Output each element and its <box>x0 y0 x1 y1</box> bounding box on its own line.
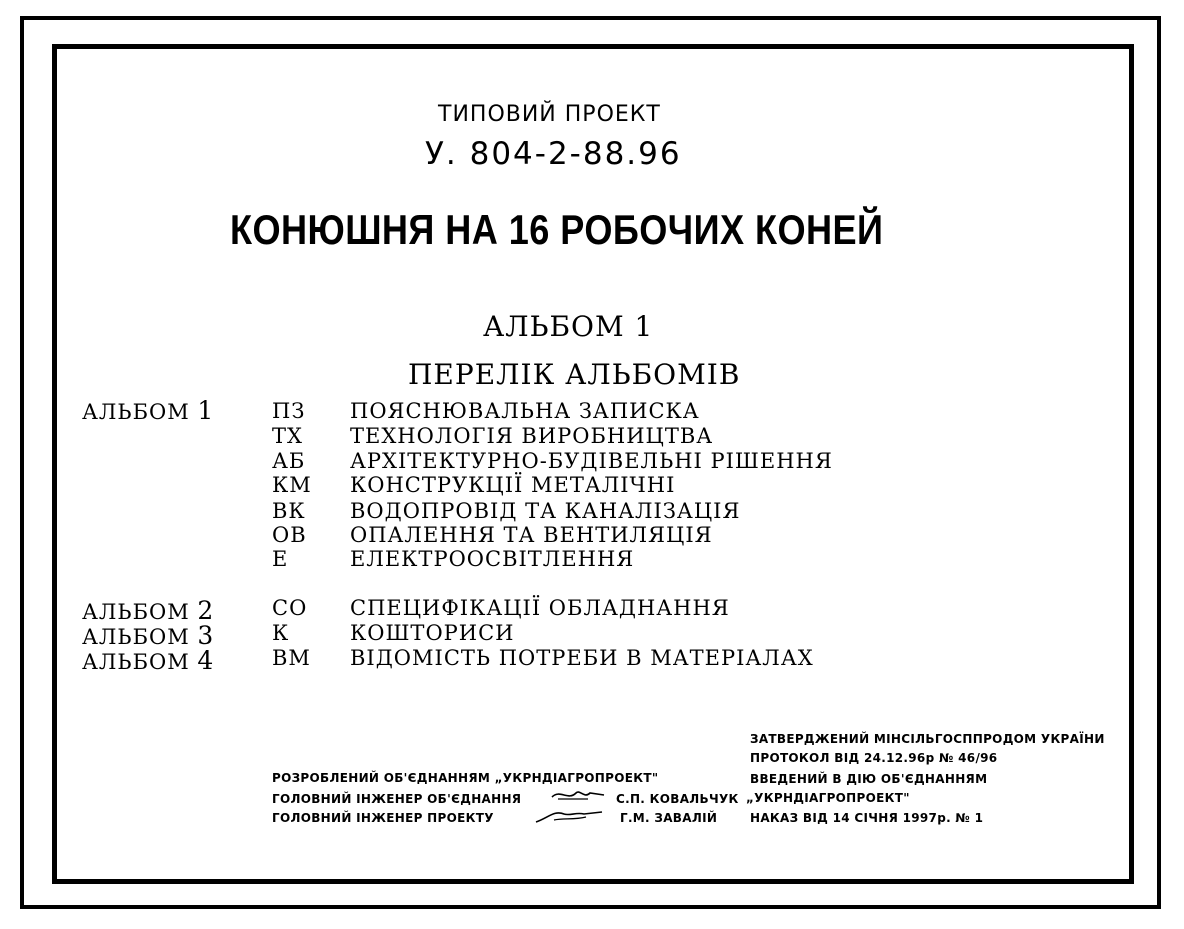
developer-line: РОЗРОБЛЕНИЙ ОБ'ЄДНАННЯМ „УКРНДІАГРОПРОЕКТ" <box>272 771 659 785</box>
signature-kovalchuk <box>548 785 608 805</box>
section-name: ВОДОПРОВІД ТА КАНАЛІЗАЦІЯ <box>350 499 741 523</box>
chief-engineer-project-name: Г.М. ЗАВАЛІЙ <box>620 811 718 825</box>
album-heading: АЛЬБОМ 1 <box>483 310 654 343</box>
approval-protocol: ПРОТОКОЛ ВІД 24.12.96р № 46/96 <box>750 751 998 765</box>
section-code: К <box>272 621 290 645</box>
section-code: ОВ <box>272 523 307 547</box>
approval-line-1: ЗАТВЕРДЖЕНИЙ МІНСІЛЬГОСППРОДОМ УКРАЇНИ <box>750 732 1105 746</box>
section-name: ЕЛЕКТРООСВІТЛЕННЯ <box>350 547 635 571</box>
section-name: ТЕХНОЛОГІЯ ВИРОБНИЦТВА <box>350 424 714 448</box>
section-name: КОНСТРУКЦІЇ МЕТАЛІЧНІ <box>350 473 676 497</box>
section-code: КМ <box>272 473 312 497</box>
section-name: ОПАЛЕННЯ ТА ВЕНТИЛЯЦІЯ <box>350 523 713 547</box>
section-name: ВІДОМІСТЬ ПОТРЕБИ В МАТЕРІАЛАХ <box>350 646 814 670</box>
section-code: СО <box>272 596 308 620</box>
section-code: ВК <box>272 499 306 523</box>
album-list-heading: ПЕРЕЛІК АЛЬБОМІВ <box>408 358 741 391</box>
chief-engineer-association-role: ГОЛОВНИЙ ІНЖЕНЕР ОБ'ЄДНАННЯ <box>272 792 522 806</box>
approval-line-4: „УКРНДІАГРОПРОЕКТ" <box>746 791 910 805</box>
document-title: КОНЮШНЯ НА 16 РОБОЧИХ КОНЕЙ <box>230 206 884 253</box>
section-code: АБ <box>272 449 306 473</box>
chief-engineer-project-role: ГОЛОВНИЙ ІНЖЕНЕР ПРОЕКТУ <box>272 811 494 825</box>
approval-line-3: ВВЕДЕНИЙ В ДІЮ ОБ'ЄДНАННЯМ <box>750 772 988 786</box>
approval-order: НАКАЗ ВІД 14 СІЧНЯ 1997р. № 1 <box>750 811 984 825</box>
section-name: СПЕЦИФІКАЦІЇ ОБЛАДНАННЯ <box>350 596 730 620</box>
chief-engineer-association-name: С.П. КОВАЛЬЧУК <box>616 792 739 806</box>
project-type: ТИПОВИЙ ПРОЕКТ <box>438 102 661 127</box>
album-label: АЛЬБОМ 4 <box>82 646 215 675</box>
section-code: Е <box>272 547 289 571</box>
section-code: ПЗ <box>272 399 306 423</box>
project-number: У. 804-2-88.96 <box>425 136 682 172</box>
section-name: ПОЯСНЮВАЛЬНА ЗАПИСКА <box>350 399 700 423</box>
section-code: ВМ <box>272 646 311 670</box>
section-name: КОШТОРИСИ <box>350 621 515 645</box>
section-name: АРХІТЕКТУРНО-БУДІВЕЛЬНІ РІШЕННЯ <box>350 449 833 473</box>
section-code: ТХ <box>272 424 303 448</box>
album-label: АЛЬБОМ 2 <box>82 596 215 625</box>
signature-zavaliy <box>534 806 604 826</box>
album-label: АЛЬБОМ 1 <box>82 396 215 425</box>
album-label: АЛЬБОМ 3 <box>82 621 215 650</box>
